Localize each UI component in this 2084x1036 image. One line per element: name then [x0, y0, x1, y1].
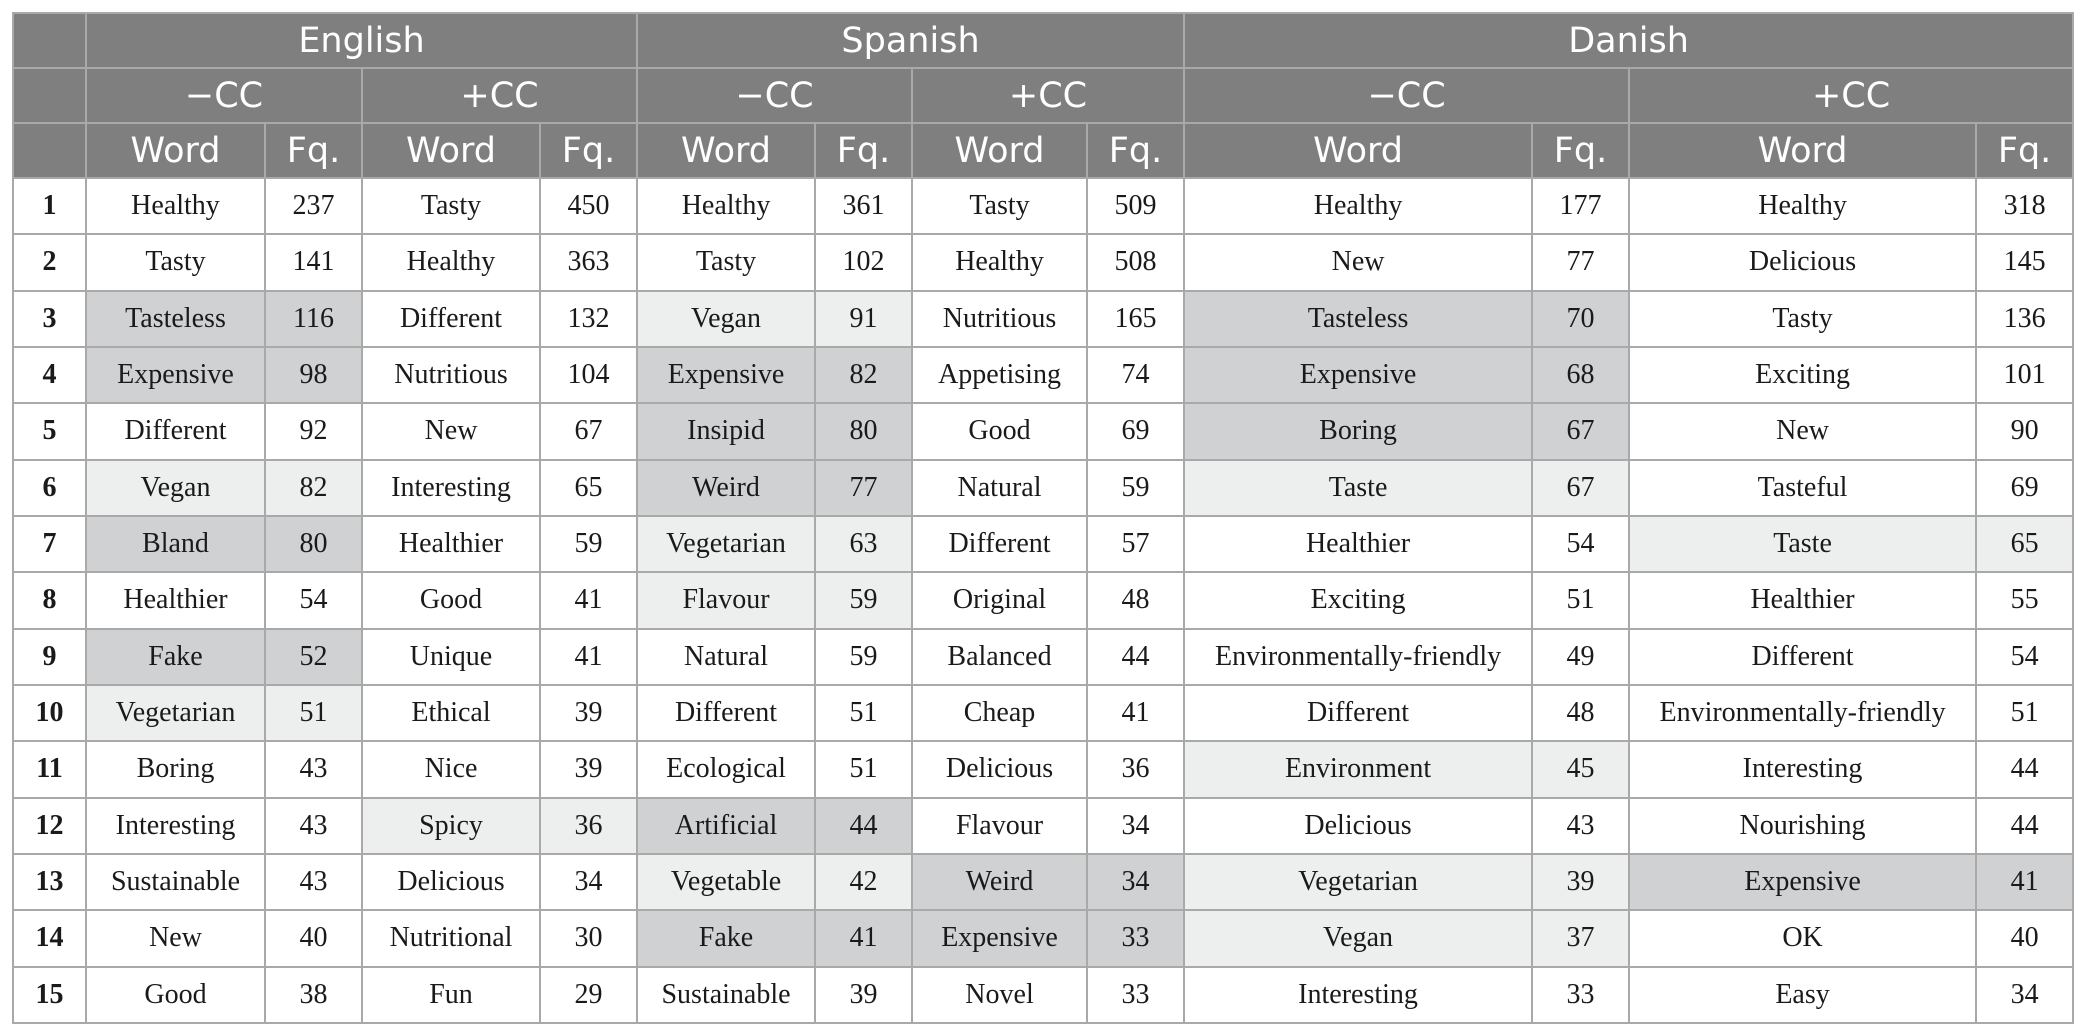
- frequency-cell: 77: [815, 460, 912, 516]
- frequency-cell: 48: [1087, 572, 1184, 628]
- rank-cell: 1: [13, 178, 86, 234]
- word-cell: Bland: [86, 516, 265, 572]
- word-cell: New: [362, 403, 540, 459]
- word-cell: Nice: [362, 741, 540, 797]
- frequency-cell: 45: [1532, 741, 1629, 797]
- frequency-cell: 141: [265, 234, 362, 290]
- frequency-cell: 69: [1976, 460, 2073, 516]
- word-cell: Expensive: [1629, 854, 1976, 910]
- frequency-cell: 91: [815, 291, 912, 347]
- frequency-cell: 34: [1087, 854, 1184, 910]
- word-cell: Tasteless: [1184, 291, 1532, 347]
- word-cell: Nutritious: [912, 291, 1087, 347]
- word-cell: Delicious: [1629, 234, 1976, 290]
- word-cell: Weird: [637, 460, 815, 516]
- word-cell: Different: [1184, 685, 1532, 741]
- frequency-cell: 67: [1532, 403, 1629, 459]
- word-cell: Boring: [86, 741, 265, 797]
- frequency-cell: 82: [815, 347, 912, 403]
- word-cell: Taste: [1184, 460, 1532, 516]
- frequency-cell: 54: [265, 572, 362, 628]
- column-header-word: Word: [637, 123, 815, 178]
- word-frequency-table: [12, 12, 2074, 1024]
- column-header-frequency: Fq.: [1532, 123, 1629, 178]
- word-cell: Tasty: [637, 234, 815, 290]
- word-cell: Different: [86, 403, 265, 459]
- frequency-cell: 34: [1976, 967, 2073, 1023]
- word-cell: Vegan: [86, 460, 265, 516]
- condition-header-danish-plus-cc: +CC: [1629, 68, 2073, 123]
- word-cell: Good: [912, 403, 1087, 459]
- frequency-cell: 51: [1532, 572, 1629, 628]
- table-row: [13, 516, 2073, 572]
- condition-header-row: [13, 68, 2073, 123]
- word-cell: Interesting: [362, 460, 540, 516]
- frequency-cell: 67: [540, 403, 637, 459]
- table-row: [13, 854, 2073, 910]
- frequency-cell: 51: [265, 685, 362, 741]
- word-cell: Interesting: [1184, 967, 1532, 1023]
- frequency-cell: 80: [265, 516, 362, 572]
- word-cell: Fake: [86, 629, 265, 685]
- table-row: [13, 291, 2073, 347]
- language-header-row: [13, 13, 2073, 68]
- frequency-cell: 59: [540, 516, 637, 572]
- word-cell: Weird: [912, 854, 1087, 910]
- table-header: [13, 13, 2073, 178]
- word-cell: Delicious: [1184, 798, 1532, 854]
- word-cell: Healthy: [86, 178, 265, 234]
- word-cell: Tasty: [86, 234, 265, 290]
- frequency-cell: 63: [815, 516, 912, 572]
- corner-cell: [13, 68, 86, 123]
- rank-cell: 4: [13, 347, 86, 403]
- rank-cell: 2: [13, 234, 86, 290]
- word-cell: Tasty: [1629, 291, 1976, 347]
- frequency-cell: 361: [815, 178, 912, 234]
- frequency-cell: 136: [1976, 291, 2073, 347]
- word-cell: Natural: [912, 460, 1087, 516]
- frequency-cell: 104: [540, 347, 637, 403]
- column-header-word: Word: [362, 123, 540, 178]
- rank-cell: 3: [13, 291, 86, 347]
- frequency-cell: 40: [1976, 910, 2073, 966]
- word-cell: Healthier: [362, 516, 540, 572]
- frequency-cell: 116: [265, 291, 362, 347]
- word-cell: Exciting: [1184, 572, 1532, 628]
- condition-header-english-minus-cc: −CC: [86, 68, 362, 123]
- condition-header-spanish-minus-cc: −CC: [637, 68, 912, 123]
- frequency-cell: 44: [1087, 629, 1184, 685]
- table-row: [13, 572, 2073, 628]
- condition-header-danish-minus-cc: −CC: [1184, 68, 1629, 123]
- frequency-cell: 40: [265, 910, 362, 966]
- word-cell: Healthier: [1629, 572, 1976, 628]
- table-row: [13, 910, 2073, 966]
- table-row: [13, 460, 2073, 516]
- word-cell: Healthy: [637, 178, 815, 234]
- frequency-cell: 54: [1532, 516, 1629, 572]
- frequency-cell: 34: [1087, 798, 1184, 854]
- frequency-cell: 508: [1087, 234, 1184, 290]
- word-cell: Healthy: [1629, 178, 1976, 234]
- rank-cell: 6: [13, 460, 86, 516]
- word-cell: Vegetarian: [637, 516, 815, 572]
- frequency-cell: 102: [815, 234, 912, 290]
- frequency-cell: 318: [1976, 178, 2073, 234]
- word-cell: Vegetarian: [1184, 854, 1532, 910]
- table-row: [13, 403, 2073, 459]
- frequency-cell: 90: [1976, 403, 2073, 459]
- column-header-word: Word: [86, 123, 265, 178]
- word-cell: Healthier: [1184, 516, 1532, 572]
- frequency-cell: 41: [815, 910, 912, 966]
- frequency-cell: 39: [540, 741, 637, 797]
- column-header-frequency: Fq.: [265, 123, 362, 178]
- word-cell: Good: [86, 967, 265, 1023]
- table-row: [13, 967, 2073, 1023]
- word-cell: Expensive: [912, 910, 1087, 966]
- word-cell: New: [1629, 403, 1976, 459]
- frequency-cell: 39: [1532, 854, 1629, 910]
- rank-cell: 12: [13, 798, 86, 854]
- word-cell: Tasty: [362, 178, 540, 234]
- frequency-cell: 41: [540, 572, 637, 628]
- word-cell: Natural: [637, 629, 815, 685]
- frequency-cell: 132: [540, 291, 637, 347]
- word-cell: Easy: [1629, 967, 1976, 1023]
- frequency-cell: 30: [540, 910, 637, 966]
- frequency-cell: 39: [540, 685, 637, 741]
- word-cell: Environment: [1184, 741, 1532, 797]
- column-header-frequency: Fq.: [815, 123, 912, 178]
- column-header-word: Word: [1184, 123, 1532, 178]
- frequency-cell: 165: [1087, 291, 1184, 347]
- word-cell: Expensive: [86, 347, 265, 403]
- word-cell: Healthier: [86, 572, 265, 628]
- word-cell: Tasteful: [1629, 460, 1976, 516]
- frequency-cell: 43: [265, 741, 362, 797]
- frequency-cell: 43: [265, 854, 362, 910]
- column-header-frequency: Fq.: [1087, 123, 1184, 178]
- word-cell: Cheap: [912, 685, 1087, 741]
- corner-cell: [13, 13, 86, 68]
- frequency-cell: 101: [1976, 347, 2073, 403]
- frequency-cell: 59: [815, 572, 912, 628]
- rank-cell: 11: [13, 741, 86, 797]
- word-cell: Vegan: [637, 291, 815, 347]
- rank-cell: 10: [13, 685, 86, 741]
- word-cell: Appetising: [912, 347, 1087, 403]
- condition-header-spanish-plus-cc: +CC: [912, 68, 1184, 123]
- rank-cell: 14: [13, 910, 86, 966]
- frequency-cell: 29: [540, 967, 637, 1023]
- frequency-cell: 42: [815, 854, 912, 910]
- frequency-cell: 70: [1532, 291, 1629, 347]
- frequency-cell: 177: [1532, 178, 1629, 234]
- frequency-cell: 36: [540, 798, 637, 854]
- word-cell: Insipid: [637, 403, 815, 459]
- frequency-cell: 74: [1087, 347, 1184, 403]
- frequency-cell: 145: [1976, 234, 2073, 290]
- word-cell: Flavour: [912, 798, 1087, 854]
- table-row: [13, 629, 2073, 685]
- frequency-cell: 33: [1087, 967, 1184, 1023]
- column-header-frequency: Fq.: [540, 123, 637, 178]
- frequency-cell: 65: [540, 460, 637, 516]
- frequency-cell: 57: [1087, 516, 1184, 572]
- table-row: [13, 741, 2073, 797]
- table-row: [13, 798, 2073, 854]
- word-cell: Interesting: [1629, 741, 1976, 797]
- frequency-cell: 41: [1976, 854, 2073, 910]
- corner-cell: [13, 123, 86, 178]
- frequency-cell: 59: [815, 629, 912, 685]
- word-cell: Vegan: [1184, 910, 1532, 966]
- frequency-cell: 43: [265, 798, 362, 854]
- word-cell: Tasteless: [86, 291, 265, 347]
- word-cell: Spicy: [362, 798, 540, 854]
- word-cell: Taste: [1629, 516, 1976, 572]
- frequency-cell: 34: [540, 854, 637, 910]
- word-cell: Fake: [637, 910, 815, 966]
- rank-cell: 8: [13, 572, 86, 628]
- word-cell: Delicious: [912, 741, 1087, 797]
- condition-header-english-plus-cc: +CC: [362, 68, 637, 123]
- frequency-cell: 51: [815, 685, 912, 741]
- rank-cell: 15: [13, 967, 86, 1023]
- word-cell: Fun: [362, 967, 540, 1023]
- word-cell: Expensive: [1184, 347, 1532, 403]
- column-header-row: [13, 123, 2073, 178]
- table-row: [13, 347, 2073, 403]
- word-cell: Different: [1629, 629, 1976, 685]
- frequency-cell: 98: [265, 347, 362, 403]
- word-cell: Ecological: [637, 741, 815, 797]
- word-cell: Tasty: [912, 178, 1087, 234]
- frequency-cell: 44: [1976, 741, 2073, 797]
- frequency-cell: 68: [1532, 347, 1629, 403]
- frequency-cell: 51: [1976, 685, 2073, 741]
- word-cell: Nutritious: [362, 347, 540, 403]
- frequency-cell: 33: [1532, 967, 1629, 1023]
- word-cell: Environmentally-friendly: [1629, 685, 1976, 741]
- frequency-cell: 69: [1087, 403, 1184, 459]
- frequency-cell: 44: [815, 798, 912, 854]
- word-cell: New: [86, 910, 265, 966]
- word-cell: Nourishing: [1629, 798, 1976, 854]
- word-cell: Vegetarian: [86, 685, 265, 741]
- table-row: [13, 234, 2073, 290]
- frequency-cell: 82: [265, 460, 362, 516]
- language-header-english: English: [86, 13, 637, 68]
- word-cell: Healthy: [1184, 178, 1532, 234]
- frequency-cell: 52: [265, 629, 362, 685]
- frequency-cell: 80: [815, 403, 912, 459]
- rank-cell: 5: [13, 403, 86, 459]
- frequency-cell: 48: [1532, 685, 1629, 741]
- frequency-cell: 59: [1087, 460, 1184, 516]
- table-row: [13, 685, 2073, 741]
- frequency-cell: 51: [815, 741, 912, 797]
- frequency-cell: 37: [1532, 910, 1629, 966]
- word-cell: OK: [1629, 910, 1976, 966]
- column-header-frequency: Fq.: [1976, 123, 2073, 178]
- frequency-cell: 41: [1087, 685, 1184, 741]
- frequency-cell: 55: [1976, 572, 2073, 628]
- rank-cell: 13: [13, 854, 86, 910]
- frequency-cell: 67: [1532, 460, 1629, 516]
- word-cell: Boring: [1184, 403, 1532, 459]
- word-cell: Environmentally-friendly: [1184, 629, 1532, 685]
- frequency-cell: 36: [1087, 741, 1184, 797]
- frequency-cell: 92: [265, 403, 362, 459]
- word-cell: Interesting: [86, 798, 265, 854]
- word-cell: Ethical: [362, 685, 540, 741]
- language-header-danish: Danish: [1184, 13, 2073, 68]
- frequency-cell: 363: [540, 234, 637, 290]
- word-cell: Healthy: [912, 234, 1087, 290]
- word-cell: Healthy: [362, 234, 540, 290]
- rank-cell: 9: [13, 629, 86, 685]
- frequency-cell: 33: [1087, 910, 1184, 966]
- frequency-cell: 41: [540, 629, 637, 685]
- language-header-spanish: Spanish: [637, 13, 1184, 68]
- word-cell: Sustainable: [86, 854, 265, 910]
- word-cell: New: [1184, 234, 1532, 290]
- word-cell: Balanced: [912, 629, 1087, 685]
- table-row: [13, 178, 2073, 234]
- frequency-cell: 43: [1532, 798, 1629, 854]
- frequency-cell: 509: [1087, 178, 1184, 234]
- word-cell: Sustainable: [637, 967, 815, 1023]
- word-cell: Vegetable: [637, 854, 815, 910]
- word-cell: Artificial: [637, 798, 815, 854]
- word-cell: Flavour: [637, 572, 815, 628]
- frequency-cell: 77: [1532, 234, 1629, 290]
- word-cell: Good: [362, 572, 540, 628]
- word-cell: Expensive: [637, 347, 815, 403]
- frequency-cell: 44: [1976, 798, 2073, 854]
- column-header-word: Word: [1629, 123, 1976, 178]
- word-cell: Nutritional: [362, 910, 540, 966]
- word-cell: Unique: [362, 629, 540, 685]
- frequency-cell: 450: [540, 178, 637, 234]
- word-cell: Different: [362, 291, 540, 347]
- word-cell: Novel: [912, 967, 1087, 1023]
- frequency-cell: 65: [1976, 516, 2073, 572]
- word-cell: Delicious: [362, 854, 540, 910]
- word-cell: Different: [912, 516, 1087, 572]
- rank-cell: 7: [13, 516, 86, 572]
- column-header-word: Word: [912, 123, 1087, 178]
- frequency-cell: 38: [265, 967, 362, 1023]
- word-cell: Original: [912, 572, 1087, 628]
- frequency-cell: 54: [1976, 629, 2073, 685]
- table-body: [13, 178, 2073, 1023]
- frequency-cell: 237: [265, 178, 362, 234]
- word-cell: Different: [637, 685, 815, 741]
- word-cell: Exciting: [1629, 347, 1976, 403]
- frequency-cell: 49: [1532, 629, 1629, 685]
- frequency-cell: 39: [815, 967, 912, 1023]
